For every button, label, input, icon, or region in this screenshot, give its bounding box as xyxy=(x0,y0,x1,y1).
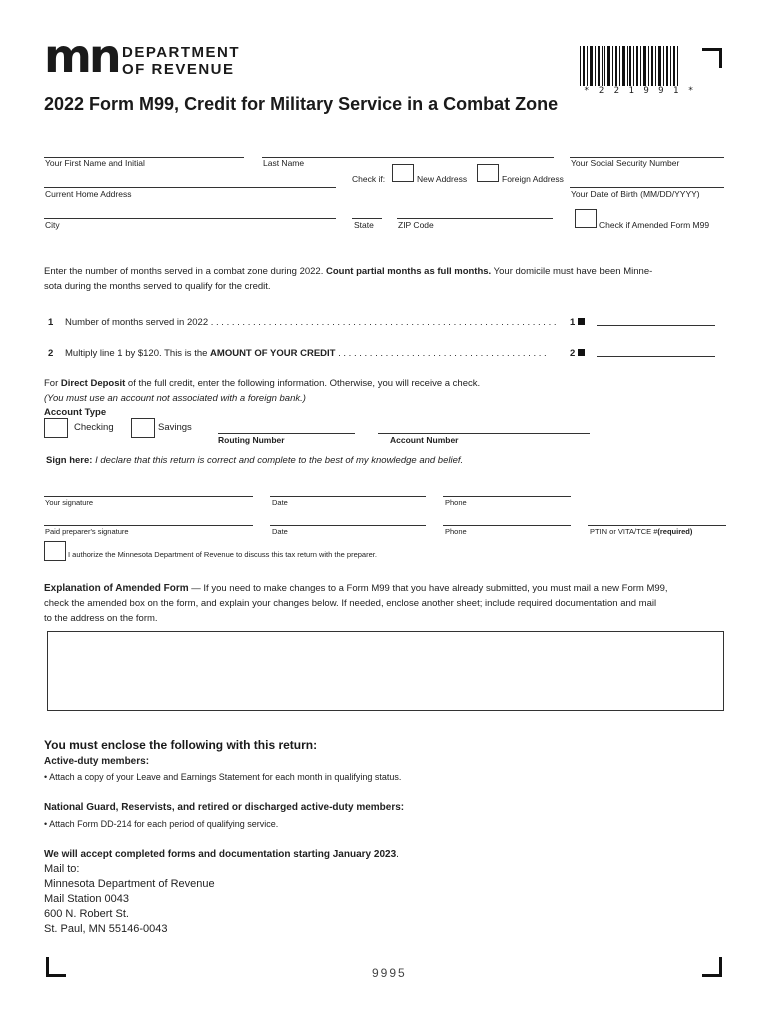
first-name-label: Your First Name and Initial xyxy=(45,158,145,168)
mail-to-label: Mail to: xyxy=(44,863,80,875)
preparer-date-input[interactable] xyxy=(270,525,426,526)
explanation-textarea[interactable] xyxy=(47,631,724,711)
date-label: Date xyxy=(272,498,288,507)
zip-label: ZIP Code xyxy=(398,220,434,230)
form-title: 2022 Form M99, Credit for Military Service in a Combat Zone xyxy=(44,94,559,114)
barcode-text: * 2 2 1 9 9 1 * xyxy=(584,86,696,96)
dept-name-line1: DEPARTMENT xyxy=(122,44,241,61)
line-1-input[interactable] xyxy=(597,325,715,326)
mail-addr-4: St. Paul, MN 55146-0043 xyxy=(44,923,168,935)
last-name-label: Last Name xyxy=(263,158,305,168)
barcode xyxy=(580,46,680,86)
authorize-text: I authorize the Minnesota Department of Revenue to discuss this tax return with the preparer. xyxy=(68,550,377,559)
state-label: State xyxy=(354,220,374,230)
form-code: 9995 xyxy=(372,966,407,980)
direct-deposit-text: For Direct Deposit of the full credit, enter the following information. Otherwise, you will receive a check. xyxy=(44,378,481,389)
new-address-label: New Address xyxy=(417,174,468,184)
check-if-label: Check if: xyxy=(352,174,386,184)
active-duty-item: • Attach a copy of your Leave and Earnings Statement for each month in qualifying status. xyxy=(44,772,402,782)
explanation-text: Explanation of Amended Form — If you need to make changes to a Form M99 that you have already submitted, you must mail a new Form M99, check the amended box on the form, and explain your changes below. If needed, enclose another sheet; include required documentation and mail to the address on the form. xyxy=(44,583,668,624)
line-1-number: 1 xyxy=(48,317,54,328)
line-2-text: Multiply line 1 by $120. This is the AMOUNT OF YOUR CREDIT . . . . . . . . . . . . . . . . . . . . . . . . . . . . . . . . . . . . . . . . xyxy=(65,348,547,359)
preparer-phone-label: Phone xyxy=(445,527,467,536)
phone-label: Phone xyxy=(445,498,467,507)
dept-name-line2: OF REVENUE xyxy=(122,61,235,78)
signature-label: Your signature xyxy=(45,498,94,507)
dob-label: Your Date of Birth (MM/DD/YYYY) xyxy=(571,189,700,199)
date-input[interactable] xyxy=(270,496,426,497)
corner-mark-bottom-left xyxy=(46,957,66,977)
city-label: City xyxy=(45,220,60,230)
foreign-bank-note: (You must use an account not associated with a foreign bank.) xyxy=(44,393,306,404)
savings-label: Savings xyxy=(158,422,192,433)
preparer-phone-input[interactable] xyxy=(443,525,571,526)
sign-declaration: Sign here: I declare that this return is correct and complete to the best of my knowledge and belief. xyxy=(46,455,464,466)
preparer-signature-label: Paid preparer's signature xyxy=(45,527,129,536)
line-1-ref: 1 xyxy=(570,315,585,330)
ptin-input[interactable] xyxy=(588,525,726,526)
phone-input[interactable] xyxy=(443,496,571,497)
accept-text: We will accept completed forms and documentation starting January 2023. xyxy=(44,849,399,860)
line-2-number: 2 xyxy=(48,348,54,359)
intro-text: Enter the number of months served in a combat zone during 2022. Count partial months as full months. Your domicile must have been Minne- sota during the months served to qualify for the credit. xyxy=(44,266,653,292)
line-2-input[interactable] xyxy=(597,356,715,357)
active-duty-title: Active-duty members: xyxy=(44,756,150,767)
guard-title: National Guard, Reservists, and retired or discharged active-duty members: xyxy=(44,802,405,813)
line-2-ref: 2 xyxy=(570,346,585,361)
mail-addr-1: Minnesota Department of Revenue xyxy=(44,878,215,890)
authorize-checkbox[interactable] xyxy=(44,541,66,561)
foreign-address-checkbox[interactable] xyxy=(477,164,499,182)
mail-addr-2: Mail Station 0043 xyxy=(44,893,129,905)
ptin-label: PTIN or VITA/TCE #(required) xyxy=(590,527,693,536)
mail-addr-3: 600 N. Robert St. xyxy=(44,908,129,920)
enclose-heading: You must enclose the following with this return: xyxy=(44,738,318,752)
new-address-checkbox[interactable] xyxy=(392,164,414,182)
guard-item: • Attach Form DD-214 for each period of qualifying service. xyxy=(44,819,279,829)
account-input[interactable] xyxy=(378,433,590,434)
mn-logo: mn xyxy=(44,29,119,83)
routing-input[interactable] xyxy=(218,433,355,434)
home-address-label: Current Home Address xyxy=(45,189,132,199)
amended-label: Check if Amended Form M99 xyxy=(599,220,710,230)
preparer-date-label: Date xyxy=(272,527,288,536)
routing-label: Routing Number xyxy=(218,435,285,445)
amended-checkbox[interactable] xyxy=(575,209,597,228)
ssn-label: Your Social Security Number xyxy=(571,158,680,168)
line-1-text: Number of months served in 2022 . . . . . . . . . . . . . . . . . . . . . . . . . . . . . . . . . . . . . . . . . . . . . . . . . . . . . . . . . . . . . . . . . . xyxy=(65,317,557,328)
account-label: Account Number xyxy=(390,435,459,445)
account-type-label: Account Type xyxy=(44,407,107,418)
preparer-signature-input[interactable] xyxy=(44,525,253,526)
checking-checkbox[interactable] xyxy=(44,418,68,438)
checking-label: Checking xyxy=(74,422,114,433)
signature-input[interactable] xyxy=(44,496,253,497)
mail-address xyxy=(44,862,215,937)
corner-mark-bottom-right xyxy=(702,957,722,977)
savings-checkbox[interactable] xyxy=(131,418,155,438)
corner-mark-top-right xyxy=(702,48,722,68)
foreign-address-label: Foreign Address xyxy=(502,174,564,184)
